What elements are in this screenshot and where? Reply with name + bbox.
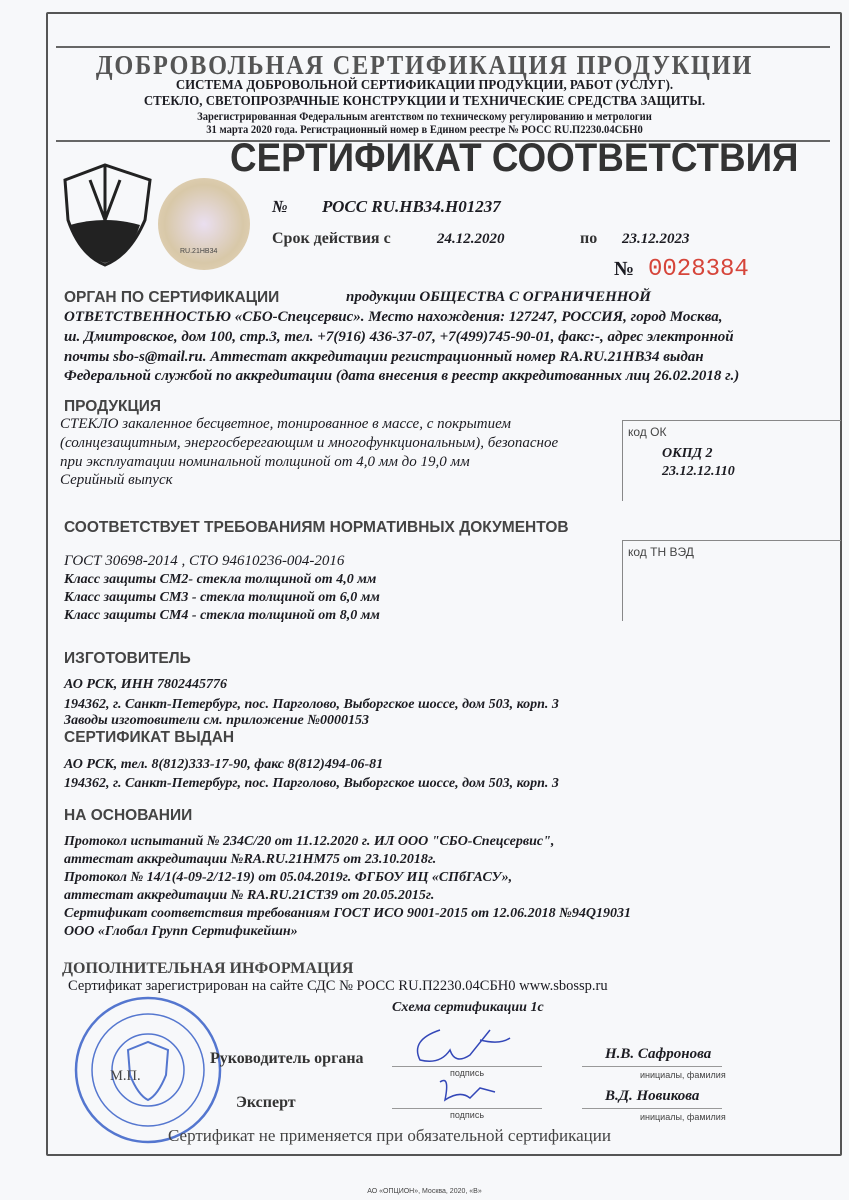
basis-label: НА ОСНОВАНИИ	[64, 807, 193, 824]
okpd-code: 23.12.12.110	[662, 464, 735, 479]
org-line: почты sbo-s@mail.ru. Аттестат аккредитации регистрационный номер RA.RU.21НВ34 выдан	[64, 349, 704, 365]
issued-line: АО РСК, тел. 8(812)333-17-90, факс 8(812)494-06-81	[64, 757, 384, 772]
maker-line: Заводы изготовители см. приложение №0000153	[64, 713, 370, 728]
blank-number: 0028384	[648, 256, 749, 283]
valid-to: 23.12.2023	[622, 231, 690, 247]
org-line: ОТВЕТСТВЕННОСТЬЮ «СБО-Спецсервис». Место нахождения: 127247, РОССИЯ, город Москва,	[64, 309, 723, 325]
product-label: ПРОДУКЦИЯ	[64, 398, 162, 415]
maker-line: 194362, г. Санкт-Петербург, пос. Парголово, Выборгское шоссе, дом 503, корп. 3	[64, 697, 559, 712]
header-title: ДОБРОВОЛЬНАЯ СЕРТИФИКАЦИЯ ПРОДУКЦИИ	[95, 50, 754, 80]
hologram-icon: RU.21НВ34	[158, 178, 250, 270]
basis-line: Протокол испытаний № 234С/20 от 11.12.2020 г. ИЛ ООО "СБО-Спецсервис",	[64, 834, 555, 849]
basis-line: Протокол № 14/1(4-09-2/12-19) от 05.04.2019г. ФГБОУ ИЦ «СПбГАСУ»,	[64, 870, 513, 885]
head-name: Н.В. Сафронова	[605, 1046, 712, 1062]
extra-info-label: ДОПОЛНИТЕЛЬНАЯ ИНФОРМАЦИЯ	[62, 960, 354, 977]
tnved-label: код ТН ВЭД	[628, 545, 694, 559]
certification-scheme: Схема сертификации 1с	[392, 1000, 544, 1015]
org-label: ОРГАН ПО СЕРТИФИКАЦИИ	[64, 289, 280, 306]
signature-caption: подпись	[450, 1110, 485, 1120]
requirement-line: Класс защиты СМ3 - стекла толщиной от 6,0 мм	[64, 590, 380, 605]
header-line: СТЕКЛО, СВЕТОПРОЗРАЧНЫЕ КОНСТРУКЦИИ И ТЕХНИЧЕСКИЕ СРЕДСТВА ЗАЩИТЫ.	[143, 94, 706, 109]
head-label: Руководитель органа	[210, 1050, 364, 1067]
expert-name: В.Д. Новикова	[605, 1088, 700, 1104]
requirements-label: СООТВЕТСТВУЕТ ТРЕБОВАНИЯМ НОРМАТИВНЫХ ДОКУМЕНТОВ	[64, 519, 569, 536]
header-line: СИСТЕМА ДОБРОВОЛЬНОЙ СЕРТИФИКАЦИИ ПРОДУКЦИИ, РАБОТ (УСЛУГ).	[175, 78, 674, 93]
cert-number-label: №	[272, 197, 288, 216]
header-line: Зарегистрированная Федеральным агентством по техническому регулированию и метрологии	[197, 111, 652, 123]
org-line: Федеральной службой по аккредитации (дата внесения в реестр аккредитованных лиц 26.02.2018 г.)	[64, 368, 740, 384]
org-line: продукции ОБЩЕСТВА С ОГРАНИЧЕННОЙ	[346, 289, 651, 305]
requirement-line: Класс защиты СМ4 - стекла толщиной от 8,0 мм	[64, 608, 380, 623]
issued-label: СЕРТИФИКАТ ВЫДАН	[64, 729, 235, 746]
product-line: Серийный выпуск	[60, 472, 173, 488]
valid-from: 24.12.2020	[437, 231, 505, 247]
basis-line: ООО «Глобал Групп Сертификейшн»	[64, 924, 298, 939]
extra-info-line: Сертификат зарегистрирован на сайте СДС № РОСС RU.П2230.04СБН0 www.sbossp.ru	[68, 978, 608, 994]
stamp-place-label: М.П.	[110, 1068, 141, 1084]
expert-label: Эксперт	[236, 1094, 296, 1111]
requirement-line: Класс защиты СМ2- стекла толщиной от 4,0 мм	[64, 572, 377, 587]
blank-number-label: №	[614, 258, 635, 280]
cert-number: РОСС RU.НВ34.Н01237	[322, 197, 501, 216]
signature-caption: подпись	[450, 1068, 485, 1078]
name-caption: инициалы, фамилия	[640, 1070, 726, 1080]
shield-logo-icon	[60, 160, 155, 270]
certificate-title: СЕРТИФИКАТ СООТВЕТСТВИЯ	[230, 136, 799, 180]
validity-label: Срок действия с	[272, 230, 391, 247]
basis-line: Сертификат соответствия требованиям ГОСТ ИСО 9001-2015 от 12.06.2018 №94Q19031	[64, 906, 632, 921]
requirement-line: ГОСТ 30698-2014 , СТО 94610236-004-2016	[64, 553, 345, 569]
maker-line: АО РСК, ИНН 7802445776	[64, 677, 227, 692]
printer-imprint: АО «ОПЦИОН», Москва, 2020, «В»	[367, 1188, 482, 1195]
product-line: при эксплуатации номинальной толщиной от 4,0 мм до 19,0 мм	[60, 454, 470, 470]
valid-to-label: по	[580, 230, 598, 247]
okpd-label: ОКПД 2	[662, 446, 713, 461]
product-line: СТЕКЛО закаленное бесцветное, тонированное в массе, с покрытием	[60, 416, 511, 432]
footer-note: Сертификат не применяется при обязательной сертификации	[168, 1126, 611, 1145]
name-caption: инициалы, фамилия	[640, 1112, 726, 1122]
basis-line: аттестат аккредитации №RA.RU.21НМ75 от 23.10.2018г.	[64, 852, 437, 867]
ok-label: код ОК	[628, 425, 667, 439]
maker-label: ИЗГОТОВИТЕЛЬ	[64, 650, 191, 667]
issued-line: 194362, г. Санкт-Петербург, пос. Парголово, Выборгское шоссе, дом 503, корп. 3	[64, 776, 559, 791]
org-line: ш. Дмитровское, дом 100, стр.3, тел. +7(916) 436-37-07, +7(499)745-90-01, факс:-, адрес электронной	[64, 329, 734, 345]
basis-line: аттестат аккредитации № RA.RU.21СТ39 от 20.05.2015г.	[64, 888, 435, 903]
product-line: (солнцезащитным, энергосберегающим и многофункциональным), безопасное	[60, 435, 559, 451]
header-line: 31 марта 2020 года. Регистрационный номер в Едином реестре № РОСС RU.П2230.04СБН0	[206, 124, 643, 136]
